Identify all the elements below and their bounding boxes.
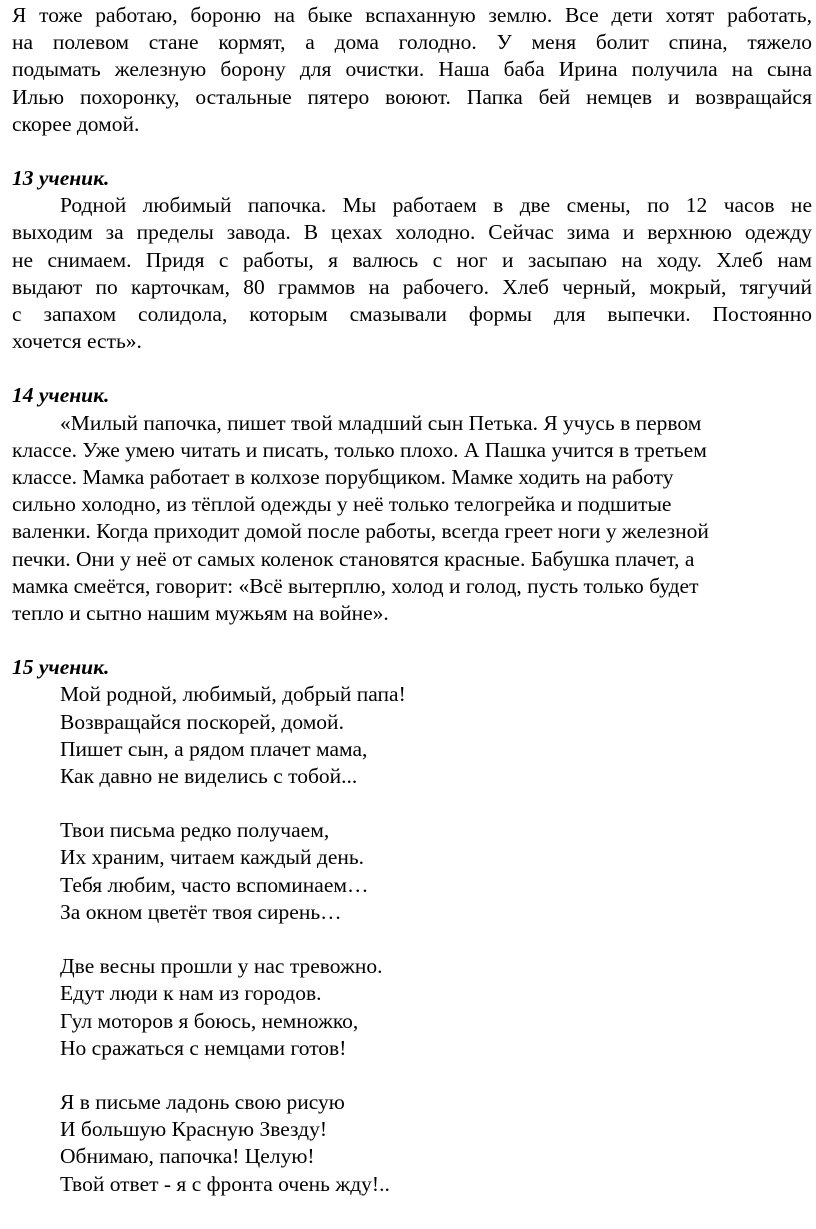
poem-line: Тебя любим, часто вспоминаем… (60, 872, 369, 897)
text-line: мамка смеётся, говорит: «Всё вытерплю, холод и голод, пусть только будет (12, 573, 699, 598)
poem-line: Но сражаться с немцами готов! (60, 1035, 347, 1060)
section-14-heading: 14 ученик. (12, 383, 110, 408)
text-line: подымать железную борону для очистки. Наша баба Ирина получила на сына (12, 57, 812, 82)
intro-paragraph (12, 0, 812, 138)
poem-line: Возвращайся поскорей, домой. (60, 709, 344, 734)
poem-line: Твои письма редко получаем, (60, 818, 330, 843)
text-line: валенки. Когда приходит домой после работы, всегда греет ноги у железной (12, 519, 709, 544)
poem-line: Две весны прошли у нас тревожно. (60, 954, 383, 979)
poem-line: Я в письме ладонь свою рисую (60, 1089, 345, 1114)
text-line: Родной любимый папочка. Мы работаем в две смены, по 12 часов не (60, 193, 812, 218)
text-line: не снимаем. Придя с работы, я валюсь с ног и засыпаю на ходу. Хлеб нам (12, 247, 812, 272)
poem-line: Как давно не виделись с тобой... (60, 764, 358, 789)
text-line: выдают по карточкам, 80 граммов на рабочего. Хлеб черный, мокрый, тягучий (12, 274, 812, 299)
section-15-poem (12, 681, 812, 1197)
poem-line: За окном цветёт твоя сирень… (60, 899, 342, 924)
section-15-heading: 15 ученик. (12, 655, 110, 680)
text-line: классе. Уже умею читать и писать, только плохо. А Пашка учится в третьем (12, 437, 707, 462)
section-13-paragraph (12, 192, 812, 355)
poem-line: Гул моторов я боюсь, немножко, (60, 1008, 359, 1033)
poem-line: Едут люди к нам из городов. (60, 981, 322, 1006)
text-line: скорее домой. (12, 111, 140, 136)
text-line: печки. Они у неё от самых коленок становятся красные. Бабушка плачет, а (12, 546, 695, 571)
poem-stanza (60, 1089, 812, 1198)
poem-line: Пишет сын, а рядом плачет мама, (60, 736, 368, 761)
text-line: выходим за пределы завода. В цехах холодно. Сейчас зима и верхнюю одежду (12, 220, 812, 245)
text-line: Я тоже работаю, бороню на быке вспаханную землю. Все дети хотят работать, (12, 3, 812, 27)
poem-line: И большую Красную Звезду! (60, 1117, 328, 1142)
text-line: сильно холодно, из тёплой одежды у неё только телогрейка и подшитые (12, 492, 672, 517)
text-line: на полевом стане кормят, а дома голодно. У меня болит спина, тяжело (12, 30, 812, 55)
poem-line: Их храним, читаем каждый день. (60, 845, 365, 870)
text-line: тепло и сытно нашим мужьям на войне». (12, 601, 389, 626)
section-13-heading: 13 ученик. (12, 166, 110, 191)
poem-line: Твой ответ - я с фронта очень жду!.. (60, 1171, 390, 1196)
text-line: Илью похоронку, остальные пятеро воюют. Папка бей немцев и возвращайся (12, 84, 812, 109)
text-line: с запахом солидола, которым смазывали формы для выпечки. Постоянно (12, 302, 812, 327)
poem-stanza (60, 817, 812, 926)
text-line: хочется есть». (12, 329, 142, 354)
poem-line: Мой родной, любимый, добрый папа! (60, 682, 406, 707)
poem-stanza (60, 681, 812, 790)
document-page (12, 0, 812, 1198)
poem-stanza (60, 953, 812, 1062)
text-line: классе. Мамка работает в колхозе порубщиком. Мамке ходить на работу (12, 465, 674, 490)
poem-line: Обнимаю, папочка! Целую! (60, 1144, 315, 1169)
section-14-paragraph (12, 410, 812, 628)
text-line: «Милый папочка, пишет твой младший сын Петька. Я учусь в первом (60, 410, 702, 435)
